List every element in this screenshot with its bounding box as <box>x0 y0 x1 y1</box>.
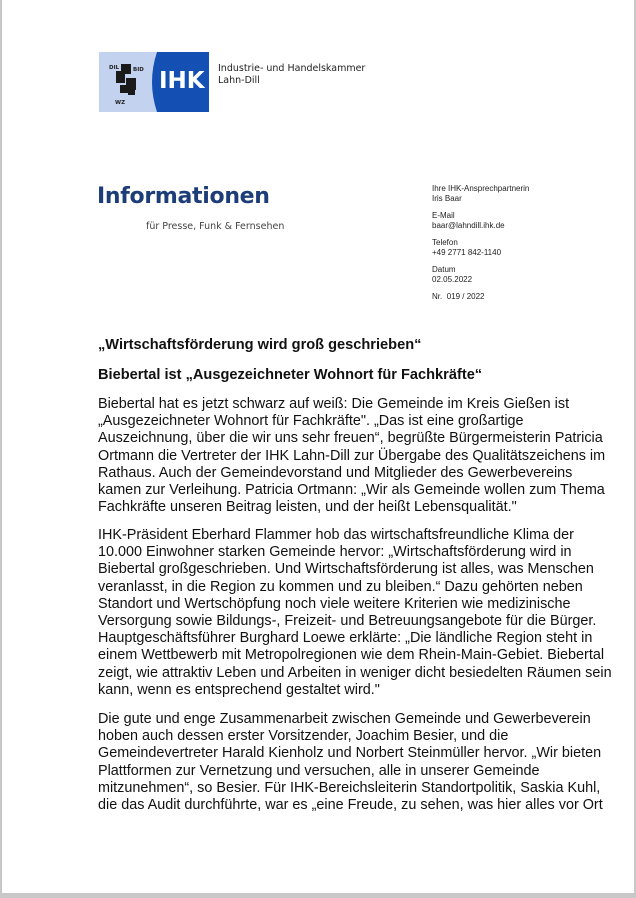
text-line: Ortmann die Vertreter der IHK Lahn-Dill zur Übergabe des Qualitätszeichens im <box>98 447 606 464</box>
text-line: „Ausgezeichneter Wohnort für Fachkräfte". „Das ist eine großartige <box>98 413 524 430</box>
text-line: Gemeindevertreter Harald Kienholz und Norbert Steinmüller hervor. „Wir bieten <box>98 745 602 762</box>
text-line: Auszeichnung, über die wir uns sehr freuen“, begrüßte Bürgermeisterin Patricia <box>98 430 603 447</box>
phone-label: Telefon <box>432 238 458 247</box>
text-line: Versorgung sowie Bildungs-, Freizeit- und Betreuungsangebote für die Bürger. <box>98 613 597 630</box>
contact-date <box>432 265 529 284</box>
contact-label: Ihre IHK-Ansprechpartnerin <box>432 184 530 193</box>
text-line: hoben auch dessen erster Vorsitzender, Joachim Besier, und die <box>98 728 509 745</box>
text-line: Fachkräfte unseren Beitrag leisten, und der heißt Lebensqualität." <box>98 499 517 516</box>
contact-block <box>432 184 529 310</box>
text-line: Standort und Wertschöpfung noch viele weitere Kriterien wie medizinische <box>98 595 571 612</box>
text-line: kann, wenn es entsprechend gestaltet wird." <box>98 681 380 698</box>
text-line: Biebertal hat es jetzt schwarz auf weiß: Die Gemeinde im Kreis Gießen ist <box>98 396 570 412</box>
text-line: veranlasst, in die Region zu kommen und zu bleiben.“ Dazu gehörten neben <box>98 578 583 595</box>
page-edge-left <box>0 0 2 898</box>
number-value: 019 / 2022 <box>446 292 485 301</box>
logo-wordmark: IHK <box>159 68 205 94</box>
contact-number <box>432 292 529 302</box>
date-value: 02.05.2022 <box>432 274 473 284</box>
ihk-logo <box>99 52 209 112</box>
text-line: einem Wettbewerb mit Metropolregionen wie dem Rhein-Main-Gebiet. Biebertal <box>98 647 605 664</box>
org-name-line2: Lahn-Dill <box>218 75 260 86</box>
text-line: die das Audit durchführte, war es „eine Freude, zu sehen, was hier alles vor Ort <box>98 797 603 814</box>
text-line: mitzunehmen“, so Besier. Für IHK-Bereichsleiterin Standortpolitik, Saskia Kuhl, <box>98 779 601 796</box>
number-label: Nr. <box>432 292 443 301</box>
text-line: zeigt, wie attraktiv Leben und Arbeiten in weniger dicht besiedelten Räumen sein <box>98 664 612 681</box>
contact-email <box>432 211 529 230</box>
masthead-title: Informationen <box>97 184 270 209</box>
text-line: Plattformen zur Vernetzung und versuchen, alle in unserer Gemeinde <box>98 762 540 779</box>
paragraph-3 <box>98 711 603 814</box>
phone-value: +49 2771 842-1140 <box>432 247 502 257</box>
page-edge-bottom <box>0 893 636 898</box>
paragraph-1 <box>98 396 606 516</box>
contact-name: Iris Baar <box>432 193 462 203</box>
text-line: Rathaus. Auch der Gemeindevorstand und Mitglieder des Gewerbevereins <box>98 464 573 481</box>
ihk-logo-graphic <box>99 52 209 112</box>
text-line: Biebertal großgeschrieben. Und Wirtschaftsförderung ist alles, was Menschen <box>98 561 594 578</box>
map-label-dil: DIL <box>109 65 120 71</box>
org-name-line1: Industrie- und Handelskammer <box>218 63 366 74</box>
email-value[interactable]: baar@lahndill.ihk.de <box>432 220 505 230</box>
text-line: Hauptgeschäftsführer Burghard Loewe erklärte: „Die ländliche Region steht in <box>98 630 593 647</box>
contact-person <box>432 184 529 203</box>
org-name <box>218 63 365 87</box>
map-label-wz: WZ <box>115 100 126 106</box>
text-line: Die gute und enge Zusammenarbeit zwischen Gemeinde und Gewerbeverein <box>98 711 591 727</box>
contact-phone <box>432 238 529 257</box>
text-line: kamen zur Verleihung. Patricia Ortmann: „Wir als Gemeinde wollen zum Thema <box>98 482 605 499</box>
masthead-subtitle: für Presse, Funk & Fernsehen <box>146 221 285 232</box>
email-label: E-Mail <box>432 211 455 220</box>
text-line: 10.000 Einwohner starken Gemeinde hervor: „Wirtschaftsförderung wird in <box>98 544 572 561</box>
text-line: IHK-Präsident Eberhard Flammer hob das wirtschaftsfreundliche Klima der <box>98 527 574 543</box>
paragraph-2 <box>98 527 612 699</box>
map-label-bid: BID <box>133 67 144 73</box>
article-headline: „Wirtschaftsförderung wird groß geschrieben“ <box>98 337 422 353</box>
date-label: Datum <box>432 265 456 274</box>
article-subheadline: Biebertal ist „Ausgezeichneter Wohnort für Fachkräfte“ <box>98 367 483 383</box>
